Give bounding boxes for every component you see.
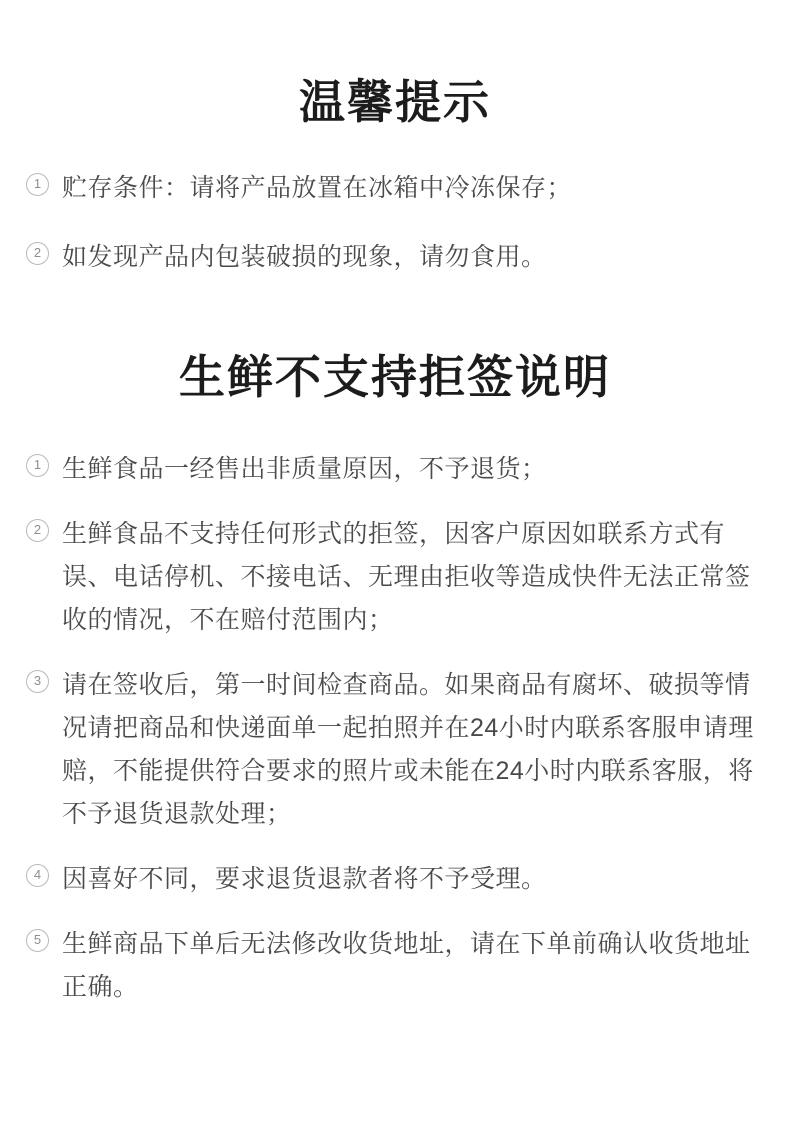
list-item: [26, 858, 764, 901]
list-item-text: 因喜好不同，要求退货退款者将不予受理。: [62, 864, 547, 893]
list-item: [26, 167, 764, 210]
list-item-text: 生鲜食品不支持任何形式的拒签，因客户原因如联系方式有误、电话停机、不接电话、无理由拒收等造成快件无法正常签收的情况，不在赔付范围内；: [62, 519, 751, 634]
list-item: [26, 448, 764, 491]
list-marker-2: 2: [26, 519, 49, 542]
list-item: [26, 664, 764, 836]
list-marker-2: 2: [26, 242, 49, 265]
list-marker-5: 5: [26, 929, 49, 952]
list-item-text: 贮存条件：请将产品放置在冰箱中冷冻保存；: [62, 173, 573, 202]
list-item-text: 生鲜商品下单后无法修改收货地址，请在下单前确认收货地址正确。: [62, 929, 751, 1001]
list-marker-1: 1: [26, 173, 49, 196]
tips-list: [26, 167, 764, 279]
list-item: [26, 923, 764, 1009]
section-title-refusal-policy: 生鲜不支持拒签说明: [179, 350, 611, 403]
section-title-tips: 温馨提示: [299, 75, 491, 128]
list-item-text: 生鲜食品一经售出非质量原因，不予退货；: [62, 454, 547, 483]
list-marker-4: 4: [26, 864, 49, 887]
product-detail-page: [0, 31, 790, 1145]
list-item-text: 如发现产品内包装破损的现象，请勿食用。: [62, 242, 547, 271]
bottom-spacer: [26, 1031, 764, 1071]
list-item-text: 请在签收后，第一时间检查商品。如果商品有腐坏、破损等情况请把商品和快递面单一起拍照并在24小时内联系客服申请理赔，不能提供符合要求的照片或未能在24小时内联系客服，将不予退货退款处理；: [62, 670, 754, 828]
refusal-policy-list: [26, 448, 764, 1009]
list-marker-1: 1: [26, 454, 49, 477]
list-marker-3: 3: [26, 670, 49, 693]
list-item: [26, 236, 764, 279]
list-item: [26, 513, 764, 642]
